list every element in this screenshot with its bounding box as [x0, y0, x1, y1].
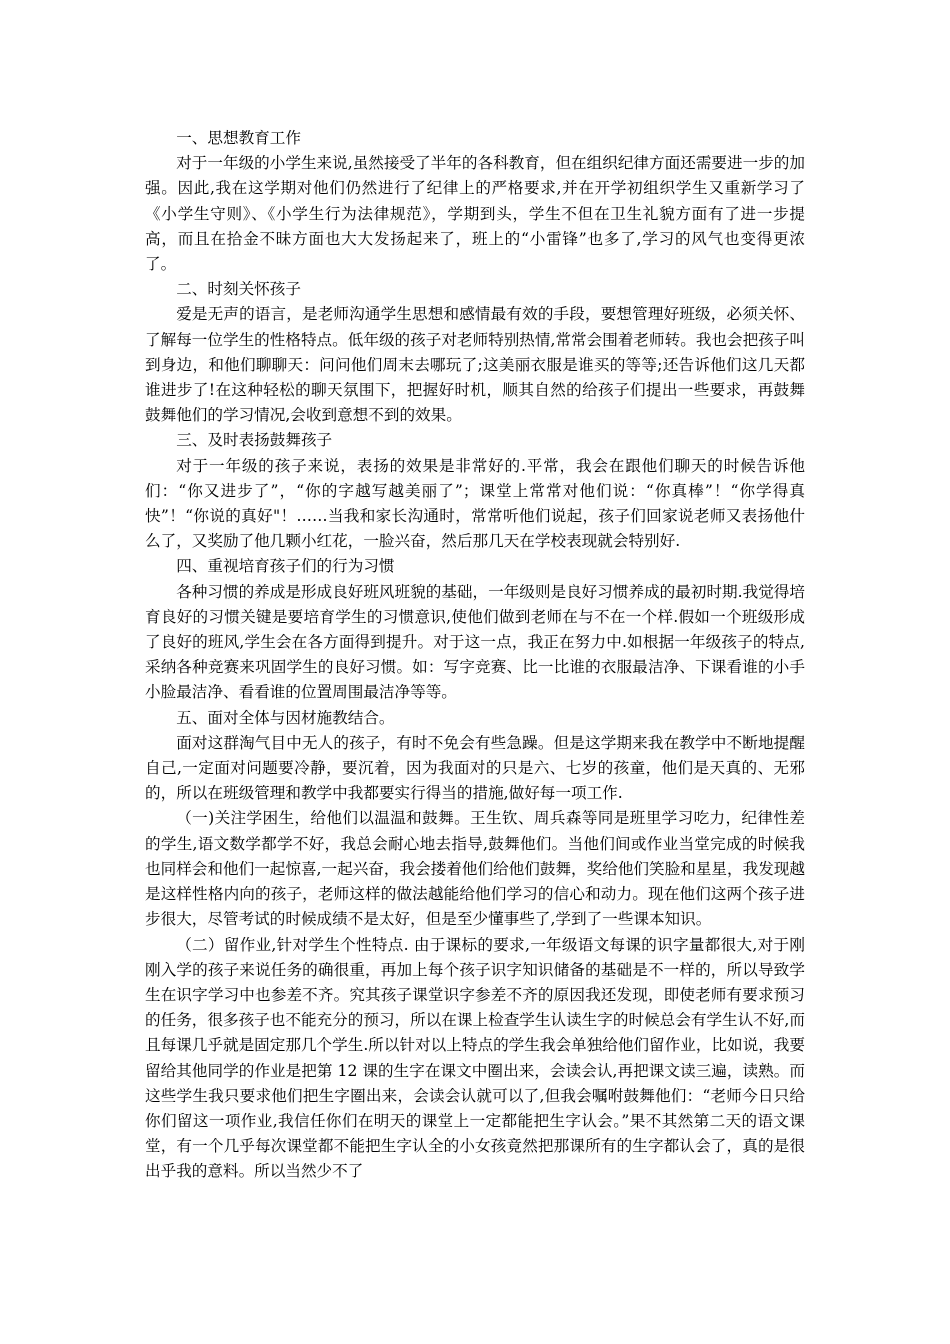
section-4-paragraph: 各种习惯的养成是形成良好班风班貌的基础，一年级则是良好习惯养成的最初时期.我觉得培育良好的习惯关键是要培育学生的习惯意识,使他们做到老师在与不在一个样.假如一个班级形成了良好的班风,学生会在各方面得到提升。对于这一点，我正在努力中.如根据一年级孩子的特点,采纳各种竞赛来巩固学生的良好习惯。如：写字竞赛、比一比谁的衣服最洁净、下课看谁的小手小脸最洁净、看看谁的位置周围最洁净等等。	[145, 582, 805, 702]
section-heading-4: 四、重视培育孩子们的行为习惯	[176, 557, 395, 576]
section-heading-3: 三、及时表扬鼓舞孩子	[176, 431, 333, 450]
document-body	[145, 126, 805, 1185]
section-heading-2: 二、时刻关怀孩子	[176, 280, 301, 299]
section-1-paragraph: 对于一年级的小学生来说,虽然接受了半年的各科教育，但在组织纪律方面还需要进一步的加强。因此,我在这学期对他们仍然进行了纪律上的严格要求,并在开学初组织学生又重新学习了《小学生守则》、《小学生行为法律规范》，学期到头，学生不但在卫生礼貌方面有了进一步提高，而且在拾金不昧方面也大大发扬起来了，班上的“小雷锋”也多了,学习的风气也变得更浓了。	[145, 154, 805, 274]
section-3-paragraph: 对于一年级的孩子来说，表扬的效果是非常好的.平常，我会在跟他们聊天的时候告诉他们：“你又进步了”，“你的字越写越美丽了”；课堂上常常对他们说：“你真棒”！“你学得真快”！“你说的真好"！……当我和家长沟通时，常常听他们说起，孩子们回家说老师又表扬他什么了，又奖励了他几颗小红花，一脸兴奋，然后那几天在学校表现就会特别好.	[145, 456, 805, 551]
section-heading-5: 五、面对全体与因材施教结合。	[176, 708, 395, 727]
subsection-2-paragraph: （二）留作业,针对学生个性特点. 由于课标的要求,一年级语文每课的识字量都很大,对于刚刚入学的孩子来说任务的确很重，再加上每个孩子识字知识储备的基础是不一样的，所以导致学生在识字学习中也参差不齐。究其孩子课堂识字参差不齐的原因我还发现，即使老师有要求预习的任务，很多孩子也不能充分的预习，所以在课上检查学生认读生字的时候总会有学生认不好,而且每课几乎就是固定那几个学生.所以针对以上特点的学生我会单独给他们留作业，比如说，我要留给其他同学的作业是把第 12 课的生字在课文中圈出来，会读会认,再把课文读三遍，读熟。而这些学生我只要求他们把生字圈出来，会读会认就可以了,但我会嘱咐鼓舞他们：“老师今日只给你们留这一项作业,我信任你们在明天的课堂上一定都能把生字认会。”果不其然第二天的语文课堂，有一个几乎每次课堂都不能把生字认全的小女孩竟然把那课所有的生字都认会了，真的是很出乎我的意料。所以当然少不了	[145, 935, 805, 1181]
section-heading-1: 一、思想教育工作	[176, 129, 301, 147]
section-2-paragraph: 爱是无声的语言，是老师沟通学生思想和感情最有效的手段，要想管理好班级，必须关怀、了解每一位学生的性格特点。低年级的孩子对老师特别热情,常常会围着老师转。我也会把孩子叫到身边，和他们聊聊天：问问他们周末去哪玩了;这美丽衣服是谁买的等等;还告诉他们这几天都谁进步了!在这种轻松的聊天氛围下，把握好时机，顺其自然的给孩子们提出一些要求，再鼓舞鼓舞他们的学习情况,会收到意想不到的效果。	[145, 305, 805, 425]
section-5-paragraph: 面对这群淘气目中无人的孩子，有时不免会有些急躁。但是这学期来我在教学中不断地提醒自己,一定面对问题要冷静，要沉着，因为我面对的只是六、七岁的孩童，他们是天真的、无邪的，所以在班级管理和教学中我都要实行得当的措施,做好每一项工作.	[145, 733, 805, 803]
subsection-1-paragraph: （一)关注学困生，给他们以温温和鼓舞。王生钦、周兵森等同是班里学习吃力，纪律性差的学生,语文数学都学不好，我总会耐心地去指导,鼓舞他们。当他们间或作业当堂完成的时候我也同样会和他们一起惊喜,一起兴奋，我会搂着他们给他们鼓舞，奖给他们笑脸和星星，我发现越是这样性格内向的孩子，老师这样的做法越能给他们学习的信心和动力。现在他们这两个孩子进步很大，尽管考试的时候成绩不是太好，但是至少懂事些了,学到了一些课本知识。	[145, 809, 805, 929]
